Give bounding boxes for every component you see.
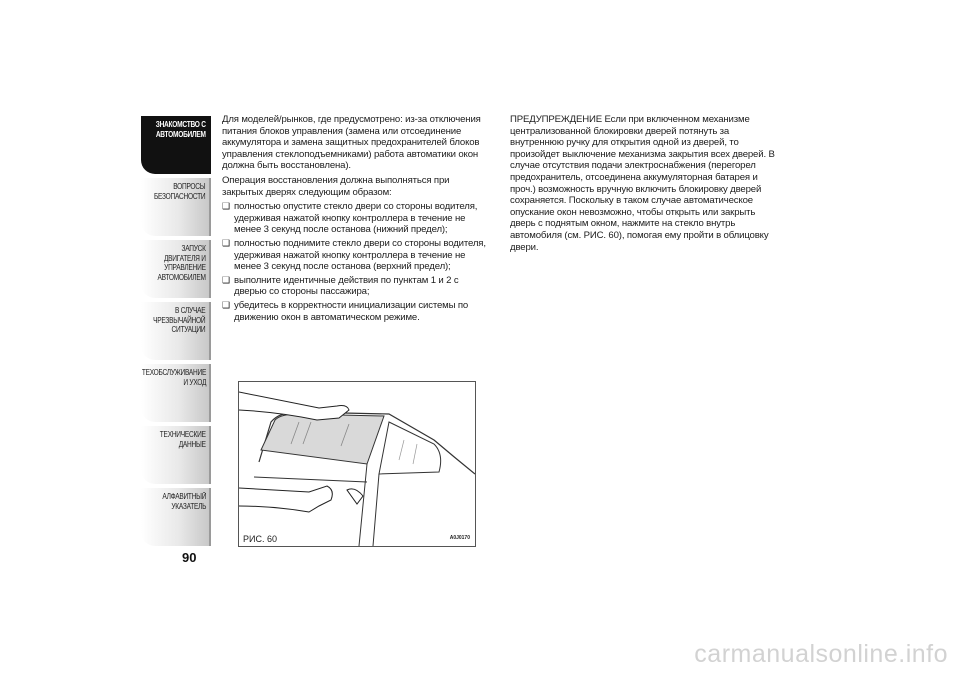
- tab-label: ТЕХНИЧЕСКИЕ ДАННЫЕ: [159, 430, 206, 449]
- right-column: [510, 114, 778, 256]
- left-column: [222, 114, 492, 325]
- intro-paragraph: Для моделей/рынков, где предусмотрено: из-за отключения питания блоков управления (замена или отсоединение аккумулятора и замена защитных предохранителей блоков управления стеклоподъемниками) работа автоматики окон должна быть восстановлена).: [222, 114, 481, 172]
- figure-caption: РИС. 60: [243, 534, 277, 544]
- warning-paragraph: ПРЕДУПРЕЖДЕНИЕ Если при включенном механизме централизованной блокировки дверей потянуть за внутреннюю ручку для открытия одной из дверей, то произойдет выключение механизма закрытия всех дверей. В случае отсутствия подачи электроснабжения (перегорел предохранитель, отсоединена аккумуляторная батарея и проч.) возможность вручную включить блокировку дверей сохраняется. Поскольку в таком случае автоматическое опускание окон невозможно, чтобы открыть или закрыть дверь с поднятым окном, нажмите на стекло внутрь автомобиля (см. РИС. 60), помогая ему пройти в облицовку двери.: [510, 114, 775, 253]
- tab-index[interactable]: [141, 488, 211, 546]
- list-item: ❑ полностью поднимите стекло двери со стороны водителя, удерживая нажатой кнопку контроллера в течение не менее 3 секунд после останова (верхний предел);: [222, 238, 492, 273]
- tab-label: ВОПРОСЫ БЕЗОПАСНОСТИ: [154, 182, 206, 201]
- tab-label: В СЛУЧАЕ ЧРЕЗВЫЧАЙНОЙ СИТУАЦИИ: [153, 306, 206, 334]
- tab-engine-start[interactable]: [141, 240, 211, 298]
- procedure-intro: Операция восстановления должна выполняться при закрытых дверях следующим образом:: [222, 174, 450, 198]
- tab-label: ЗНАКОМСТВО С АВТОМОБИЛЕМ: [155, 120, 206, 139]
- list-item: ❑ выполните идентичные действия по пунктам 1 и 2 с дверью со стороны пассажира;: [222, 275, 492, 298]
- tab-getting-to-know[interactable]: [141, 116, 211, 174]
- tab-emergency[interactable]: [141, 302, 211, 360]
- tab-label: ТЕХОБСЛУЖИВАНИЕ И УХОД: [141, 368, 206, 387]
- figure-door-window: [238, 381, 476, 547]
- list-item: ❑ полностью опустите стекло двери со стороны водителя, удерживая нажатой кнопку контроллера в течение не менее 3 секунд после останова (нижний предел);: [222, 201, 492, 236]
- tab-maintenance[interactable]: [141, 364, 211, 422]
- tab-label: ЗАПУСК ДВИГАТЕЛЯ И УПРАВЛЕНИЕ АВТОМОБИЛЕМ: [157, 244, 206, 282]
- list-item: ❑ убедитесь в корректности инициализации системы по движению окон в автоматическом режиме.: [222, 300, 492, 323]
- procedure-steps: [222, 201, 492, 323]
- tab-technical-data[interactable]: [141, 426, 211, 484]
- tab-safety[interactable]: [141, 178, 211, 236]
- door-window-illustration: [239, 382, 475, 546]
- watermark: carmanualsonline.info: [694, 640, 948, 668]
- tab-label: АЛФАВИТНЫЙ УКАЗАТЕЛЬ: [161, 492, 206, 511]
- figure-code: A0J0170: [449, 535, 470, 541]
- page-number: 90: [182, 550, 197, 565]
